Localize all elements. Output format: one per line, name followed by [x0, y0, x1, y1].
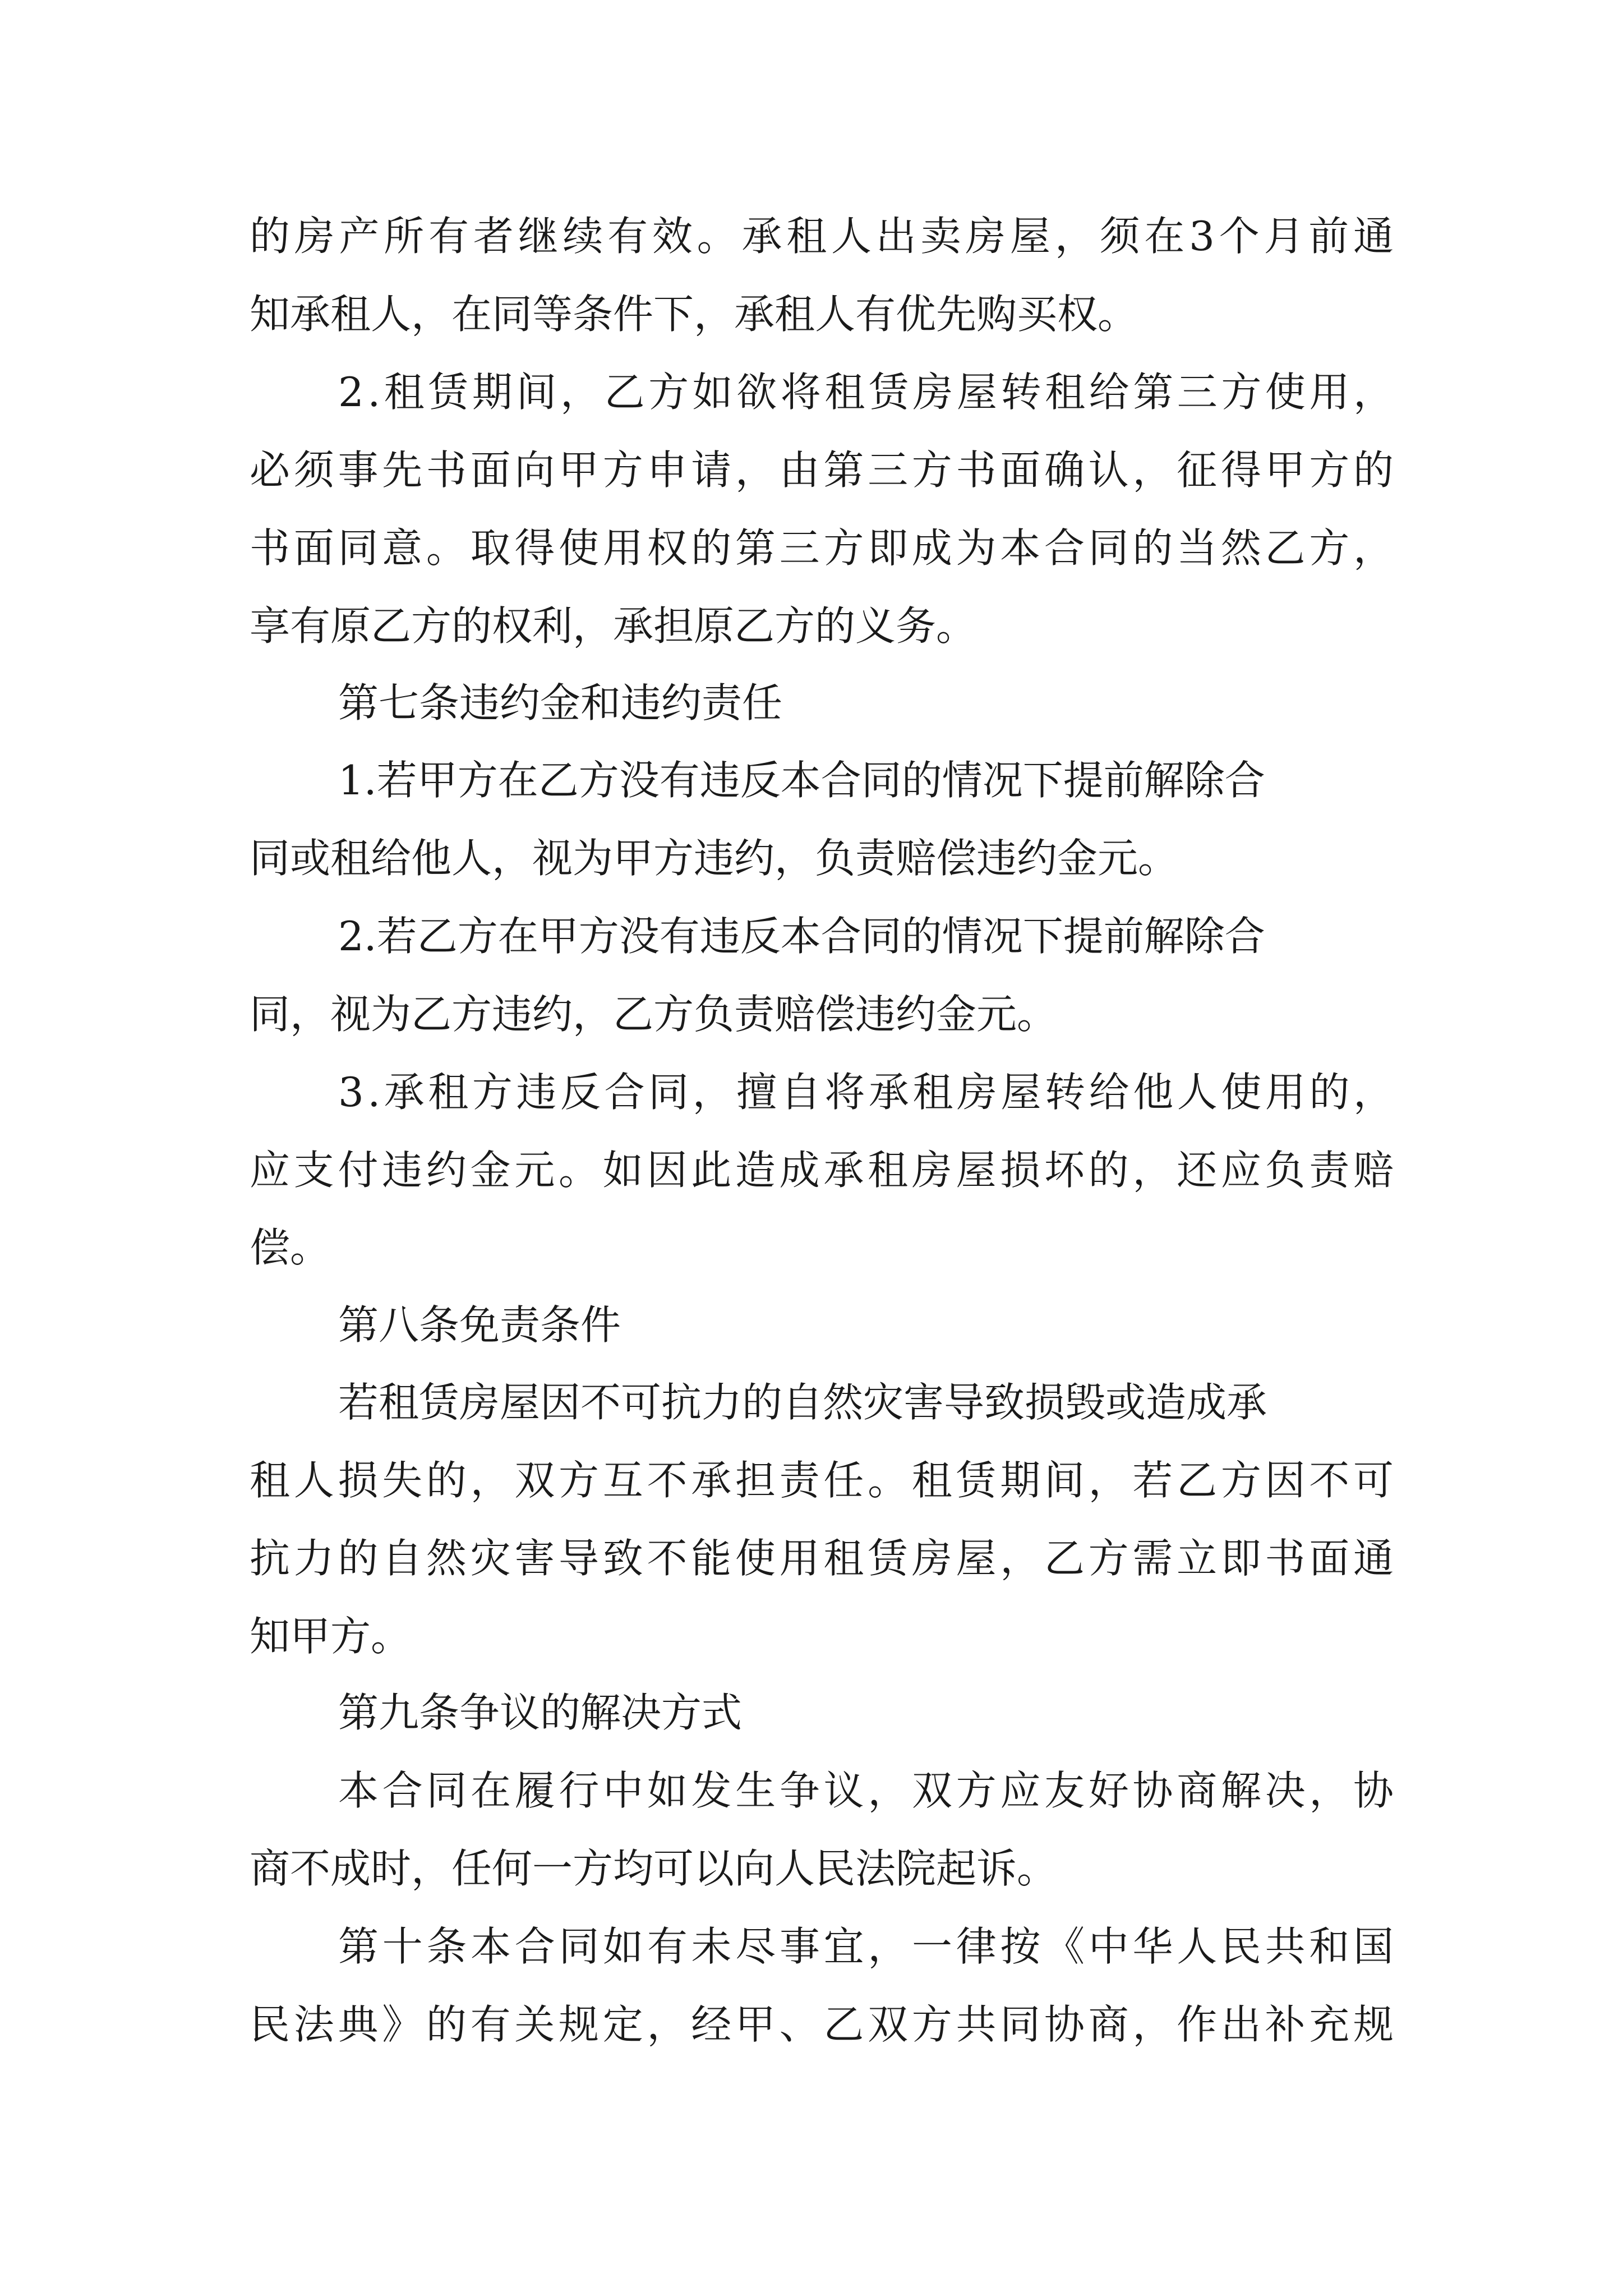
- text-line-content: 偿。: [250, 1224, 331, 1271]
- text-line-content: 的房产所有者继续有效。承租人出卖房屋，须在3个月前通: [250, 213, 1398, 260]
- text-line-content: 第八条免责条件: [338, 1301, 621, 1349]
- text-line-content: 3.承租方违反合同，擅自将承租房屋转给他人使用的，: [338, 1069, 1398, 1116]
- text-line-content: 第七条违约金和违约责任: [338, 679, 783, 726]
- text-line-content: 民法典》的有关规定，经甲、乙双方共同协商，作出补充规: [250, 2001, 1398, 2048]
- text-line-content: 租人损失的，双方互不承担责任。租赁期间，若乙方因不可: [250, 1457, 1398, 1504]
- text-line-content: 第十条本合同如有未尽事宜，一律按《中华人民共和国: [338, 1923, 1398, 1970]
- text-line-content: 抗力的自然灾害导致不能使用租赁房屋，乙方需立即书面通: [250, 1535, 1398, 1582]
- text-line-content: 知承租人，在同等条件下，承租人有优先购买权。: [250, 291, 1138, 338]
- text-line-content: 1.若甲方在乙方没有违反本合同的情况下提前解除合: [338, 757, 1265, 804]
- text-line-content: 同或租给他人，视为甲方违约，负责赔偿违约金元。: [250, 835, 1179, 882]
- text-line-content: 必须事先书面向甲方申请，由第三方书面确认，征得甲方的: [250, 447, 1398, 494]
- text-line-content: 2.若乙方在甲方没有违反本合同的情况下提前解除合: [338, 913, 1265, 960]
- text-line-content: 知甲方。: [250, 1613, 412, 1660]
- text-line-content: 享有原乙方的权利，承担原乙方的义务。: [250, 602, 977, 650]
- text-line-content: 第九条争议的解决方式: [338, 1689, 743, 1736]
- text-line-content: 应支付违约金元。如因此造成承租房屋损坏的，还应负责赔: [250, 1147, 1398, 1194]
- text-line-content: 若租赁房屋因不可抗力的自然灾害导致损毁或造成承: [338, 1379, 1267, 1426]
- text-line-content: 本合同在履行中如发生争议，双方应友好协商解决，协: [338, 1767, 1398, 1814]
- text-line-content: 书面同意。取得使用权的第三方即成为本合同的当然乙方，: [250, 524, 1398, 572]
- text-line-content: 2.租赁期间，乙方如欲将租赁房屋转租给第三方使用，: [338, 369, 1398, 416]
- text-line-content: 同，视为乙方违约，乙方负责赔偿违约金元。: [250, 991, 1058, 1038]
- text-line-content: 商不成时，任何一方均可以向人民法院起诉。: [250, 1845, 1058, 1892]
